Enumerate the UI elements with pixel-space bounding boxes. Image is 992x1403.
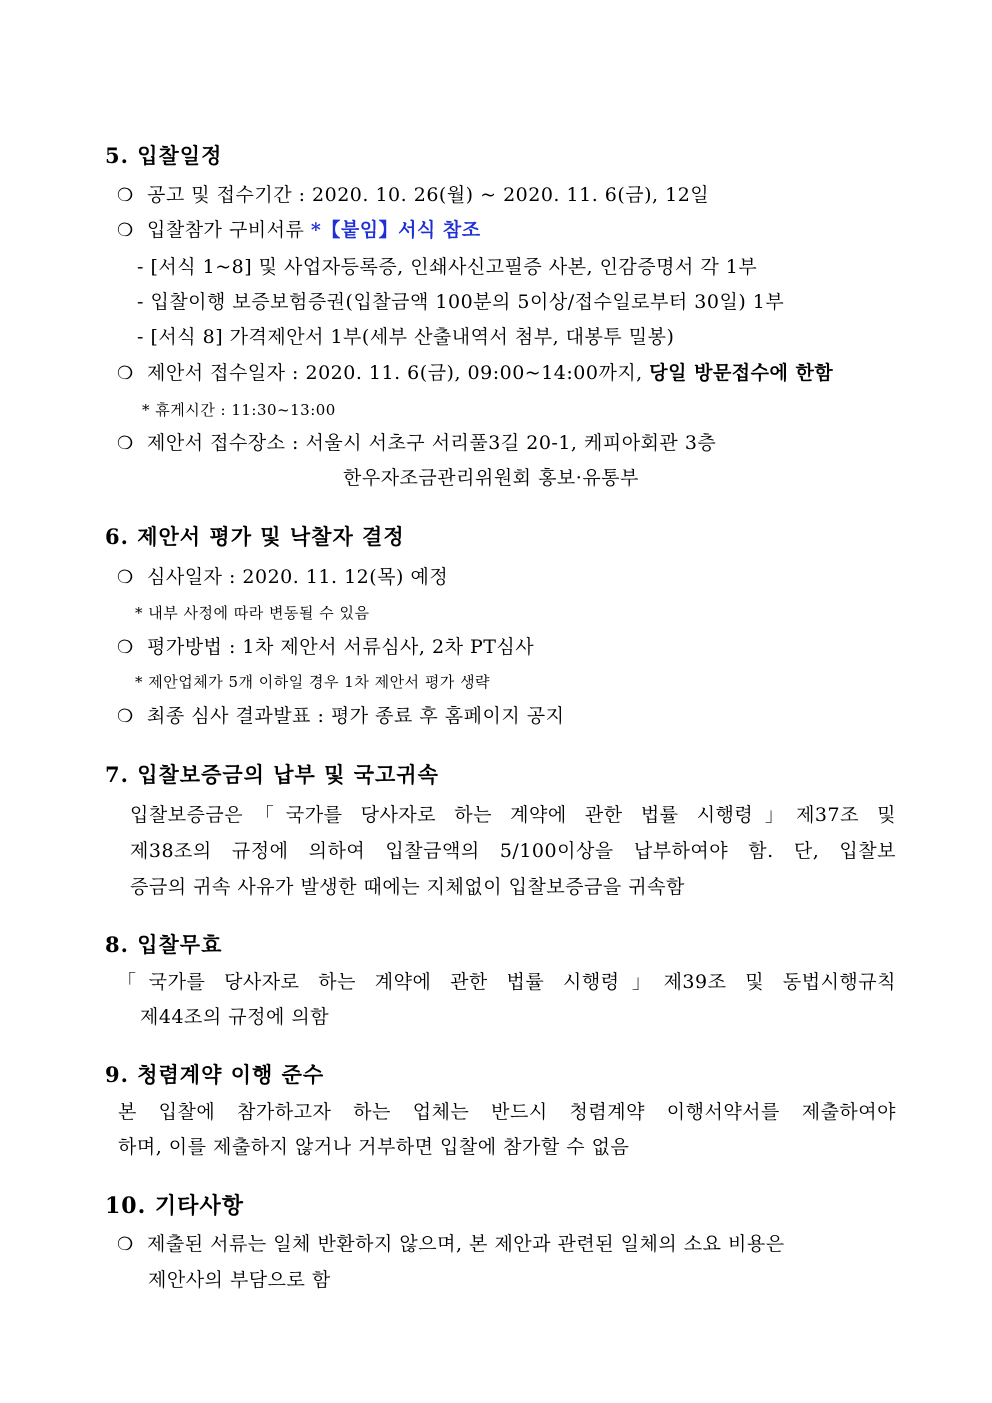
- dash-item: - [서식 1~8] 및 사업자등록증, 인쇄사신고필증 사본, 인감증명서 각 1부: [137, 256, 758, 278]
- circle-bullet-icon: ❍: [117, 706, 134, 727]
- paragraph-line: 입찰보증금은「국가를 당사자로 하는 계약에 관한 법률 시행령」제37조 및: [130, 804, 896, 826]
- circle-bullet-icon: ❍: [117, 637, 134, 658]
- emphasis-text: 당일 방문접수에 한함: [649, 362, 834, 384]
- bullet-item: ❍ 최종 심사 결과발표 : 평가 종료 후 홈페이지 공지: [117, 703, 564, 730]
- bullet-item: ❍ 제안서 접수일자 : 2020. 11. 6(금), 09:00~14:00까지, 당일 방문접수에 한함: [117, 360, 833, 387]
- section-8-title: 8. 입찰무효: [105, 932, 223, 957]
- bullet-continuation: 한우자조금관리위원회 홍보·유통부: [343, 467, 639, 489]
- circle-bullet-icon: ❍: [117, 363, 134, 384]
- note: * 휴게시간 : 11:30~13:00: [142, 401, 336, 419]
- bullet-item: ❍ 입찰참가 구비서류 *【붙임】서식 참조: [117, 217, 481, 244]
- bullet-item: ❍ 제안서 접수장소 : 서울시 서초구 서리풀3길 20-1, 케피아회관 3층: [117, 430, 716, 457]
- section-10-title: 10. 기타사항: [105, 1193, 244, 1219]
- note: * 내부 사정에 따라 변동될 수 있음: [135, 604, 370, 622]
- circle-bullet-icon: ❍: [117, 1234, 134, 1255]
- dash-item: - 입찰이행 보증보험증권(입찰금액 100분의 5이상/접수일로부터 30일) 1부: [137, 291, 785, 313]
- circle-bullet-icon: ❍: [117, 185, 134, 206]
- circle-bullet-icon: ❍: [117, 220, 134, 241]
- bullet-item: ❍ 평가방법 : 1차 제안서 서류심사, 2차 PT심사: [117, 634, 534, 661]
- section-6-title: 6. 제안서 평가 및 낙찰자 결정: [105, 524, 405, 549]
- paragraph-line: 제44조의 규정에 의함: [140, 1006, 330, 1028]
- circle-bullet-icon: ❍: [117, 567, 134, 588]
- bullet-item: ❍ 심사일자 : 2020. 11. 12(목) 예정: [117, 564, 448, 591]
- bullet-item: ❍ 제출된 서류는 일체 반환하지 않으며, 본 제안과 관련된 일체의 소요 비용은: [117, 1231, 785, 1258]
- paragraph-line: 「국가를 당사자로 하는 계약에 관한 법률 시행령」제39조 및 동법시행규칙: [117, 971, 896, 993]
- paragraph-line: 하며, 이를 제출하지 않거나 거부하면 입찰에 참가할 수 없음: [118, 1136, 630, 1158]
- section-9-title: 9. 청렴계약 이행 준수: [105, 1062, 325, 1087]
- circle-bullet-icon: ❍: [117, 433, 134, 454]
- paragraph-line: 증금의 귀속 사유가 발생한 때에는 지체없이 입찰보증금을 귀속함: [130, 876, 685, 898]
- section-5-title: 5. 입찰일정: [105, 143, 223, 168]
- paragraph-line: 본 입찰에 참가하고자 하는 업체는 반드시 청렴계약 이행서약서를 제출하여야: [118, 1101, 896, 1123]
- bullet-item: ❍ 공고 및 접수기간 : 2020. 10. 26(월) ~ 2020. 11. 6(금), 12일: [117, 182, 709, 209]
- bullet-continuation: 제안사의 부담으로 함: [148, 1269, 331, 1291]
- paragraph-line: 제38조의 규정에 의하여 입찰금액의 5/100이상을 납부하여야 함. 단, 입찰보: [130, 840, 896, 862]
- form-reference: *【붙임】서식 참조: [310, 219, 481, 241]
- dash-item: - [서식 8] 가격제안서 1부(세부 산출내역서 첨부, 대봉투 밀봉): [137, 326, 675, 348]
- note: * 제안업체가 5개 이하일 경우 1차 제안서 평가 생략: [135, 673, 491, 691]
- section-7-title: 7. 입찰보증금의 납부 및 국고귀속: [105, 762, 439, 787]
